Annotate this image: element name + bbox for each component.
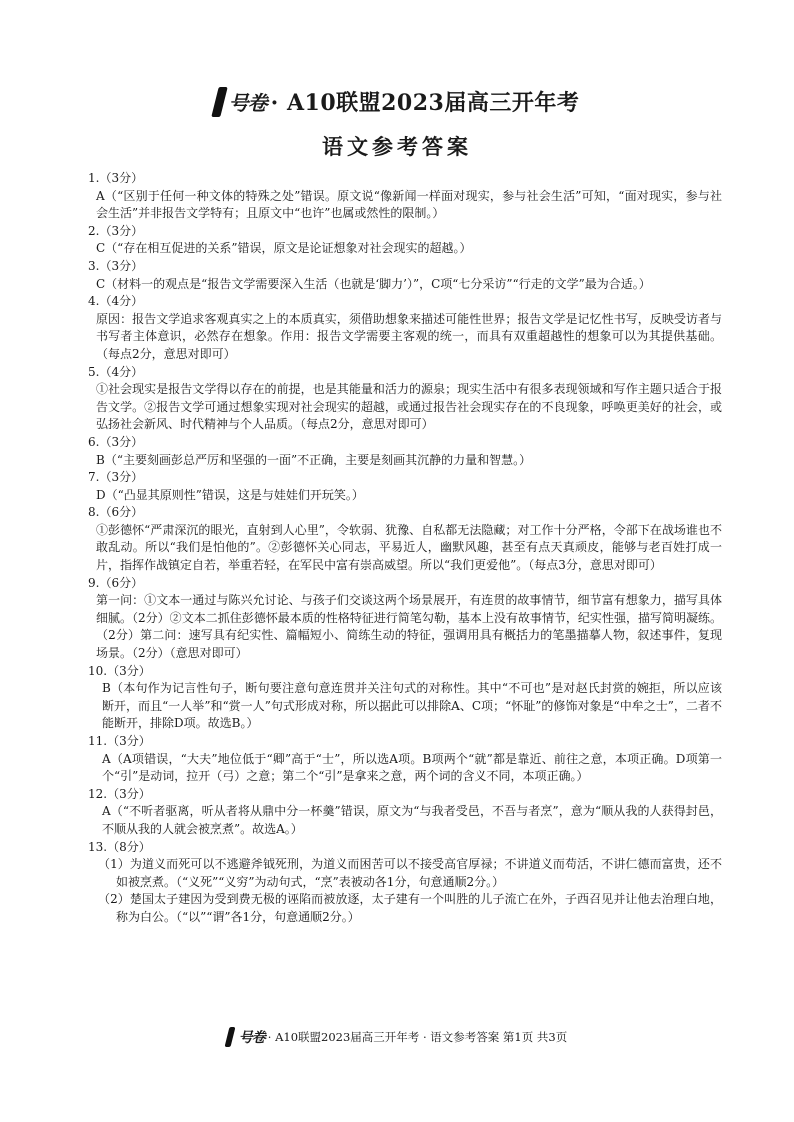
question-answer: A（“区别于任何一种文体的特殊之处”错误。原文说“像新闻一样面对现实，参与社会生活”可知，“面对现实，参与社会生活”并非报告文学特有；且原文中“也许”也属或然性的限制。）: [96, 188, 722, 221]
question-answer: ①社会现实是报告文学得以存在的前提，也是其能量和活力的源泉；现实生活中有很多表现领域和写作主题只适合于报告文学。②报告文学可通过想象实现对社会现实的超越，或通过报告社会现实存在的不良现象，呼唤更美好的社会，或弘扬社会新风、时代精神与个人品质。（每点2分，意思对即可）: [96, 382, 722, 432]
question-5: [88, 364, 722, 434]
question-answer: 第一问：①文本一通过与陈兴允讨论、与孩子们交谈这两个场景展开，有连贯的故事情节，细节富有想象力，描写具体细腻。（2分）②文本二抓住彭德怀最本质的性格特征进行简笔勾勒，基本上没有故事情节，纪实性强，描写简明凝练。（2分）第二问：速写具有纪实性、篇幅短小、简练生动的特征，强调用具有概括力的笔墨描摹人物，叙述事件，复现场景。（2分）（意思对即可）: [96, 593, 722, 661]
question-13: [88, 839, 722, 927]
question-number: 10.（3分）: [88, 663, 151, 678]
question-number: 1.（3分）: [88, 171, 144, 185]
question-number: 6.（3分）: [88, 434, 144, 449]
question-answer: C（“存在相互促进的关系”错误，原文是论证想象对社会现实的超越。）: [96, 241, 472, 256]
question-6: [88, 434, 722, 469]
footer-line: [227, 1027, 567, 1047]
question-10: [88, 663, 722, 733]
question-number: 2.（3分）: [88, 223, 144, 238]
question-answer: A（“不听者驱离，听从者将从鼎中分一杯羹”错误，原文为“与我者受邑，不吾与者烹”，意为“顺从我的人获得封邑，不顺从我的人就会被烹煮”。故选A。）: [102, 804, 722, 836]
question-number: 3.（3分）: [88, 258, 144, 273]
brand-logo: [215, 87, 267, 117]
question-number: 9.（6分）: [88, 575, 144, 590]
document-subtitle: 语文参考答案: [322, 133, 472, 159]
question-2: [88, 223, 722, 258]
question-12: [88, 786, 722, 839]
exam-title: [215, 86, 580, 117]
question-number: 11.（3分）: [88, 734, 151, 748]
question-number: 13.（8分）: [88, 839, 151, 854]
question-answer: A（A项错误，“大夫”地位低于“卿”高于“士”，所以选A项。B项两个“就”都是靠近、前往之意，本项正确。D项第一个“引”是动词，拉开（弓）之意；第二个“引”是拿来之意，两个词的含义不同，本项正确。）: [102, 751, 722, 784]
question-number: 4.（4分）: [88, 294, 144, 309]
answers-list: [88, 170, 722, 927]
question-answer: D（“凸显其原则性”错误，这是与娃娃们开玩笑。）: [96, 487, 364, 502]
question-3: [88, 258, 722, 293]
question-9: [88, 575, 722, 663]
question-answer: B（“主要刻画彭总严厉和坚强的一面”不正确，主要是刻画其沉静的力量和智慧。）: [96, 452, 532, 467]
question-8: [88, 504, 722, 574]
header: [0, 86, 794, 161]
page-footer: [0, 1027, 794, 1050]
brand-mark-icon: [211, 87, 227, 117]
footer-text: · A10联盟2023届高三开年考 · 语文参考答案 第1页 共3页: [267, 1030, 568, 1044]
footer-brand-logo-text: 号卷: [238, 1030, 265, 1046]
question-answer: C（材料一的观点是“报告文学需要深入生活（也就是‘脚力’）”，C项“七分采访”“行走的文学”最为合适。）: [96, 276, 651, 291]
question-number: 12.（3分）: [88, 786, 151, 801]
question-answer: B（本句作为记言性句子，断句要注意句意连贯并关注句式的对称性。其中“不可也”是对赵氏封赏的婉拒，所以应该断开，而且“一人举”和“赏一人”句式形成对称，所以据此可以排除A、C项；“怀耻”的修饰对象是“中牟之士”，二者不能断开，排除D项。故选B。）: [102, 681, 722, 731]
question-7: [88, 469, 722, 504]
question-11: [88, 733, 722, 786]
question-sub-answer: （2）楚国太子建因为受到费无极的诬陷而被放逐，太子建有一个叫胜的儿子流亡在外，子西召见并让他去治理白地，称为白公。（“以”“谓”各1分，句意通顺2分。）: [98, 892, 722, 924]
brand-logo-text: 号卷: [228, 91, 267, 115]
question-number: 8.（6分）: [88, 505, 144, 520]
question-4: [88, 293, 722, 363]
question-1: [88, 170, 722, 223]
question-sub-answer: （1）为道义而死可以不逃避斧钺死刑，为道义而困苦可以不接受高官厚禄；不讲道义而苟活，不讲仁德而富贵，还不如被烹煮。（“义死”“义穷”为动句式，“烹”表被动各1分，句意通顺2分。）: [98, 857, 722, 889]
exam-title-text: · A10联盟2023届高三开年考: [270, 90, 580, 116]
question-answer: 原因：报告文学追求客观真实之上的本质真实，须借助想象来描述可能性世界；报告文学是记忆性书写，反映受访者与书写者主体意识，必然存在想象。作用：报告文学需要主客观的统一，而具有双重超越性的想象可以为其提供基础。（每点2分，意思对即可）: [96, 311, 722, 361]
question-answer: ①彭德怀“严肃深沉的眼光，直射到人心里”，令软弱、犹豫、自私都无法隐藏；对工作十分严格，令部下在战场谁也不敢乱动。所以“我们是怕他的”。②彭德怀关心同志，平易近人，幽默风趣，甚至有点天真顽皮，能够与老百姓打成一片，指挥作战镇定自若，举重若轻，在军民中富有崇高威望。所以“我们更爱他”。（每点3分，意思对即可）: [96, 522, 722, 573]
footer-brand-mark-icon: [224, 1027, 235, 1047]
question-number: 5.（4分）: [88, 364, 144, 379]
question-number: 7.（3分）: [88, 470, 144, 485]
